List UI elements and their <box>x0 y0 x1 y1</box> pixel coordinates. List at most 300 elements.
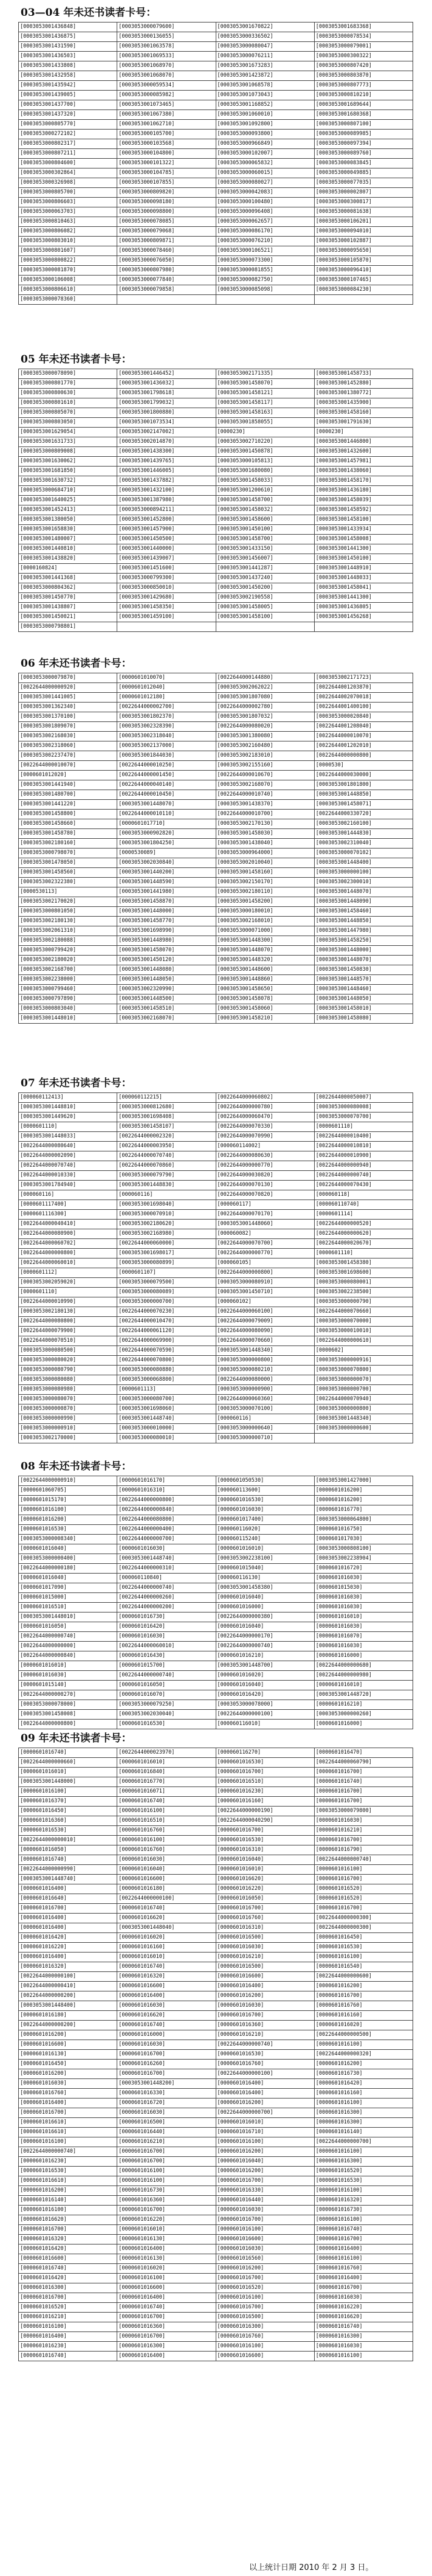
card-number-cell: [0003053001432100] <box>117 486 216 496</box>
card-number-cell <box>314 622 413 632</box>
card-number-cell: [0022644000000100] <box>19 1972 117 1982</box>
card-number-cell: [0003053000079870] <box>19 673 117 683</box>
card-number-cell: [0022644000070330] <box>216 1122 314 1132</box>
card-number-cell: [0022644000060802] <box>216 1093 314 1103</box>
card-number-cell: [0000601107] <box>117 1268 216 1278</box>
card-number-cell: [0000601016400] <box>19 1923 117 1933</box>
card-number-cell: [0000601016200] <box>19 2186 117 2196</box>
card-number-cell: [0022644000010470] <box>117 1317 216 1327</box>
card-number-cell: [0003053001433150] <box>216 544 314 554</box>
card-number-cell: [0022644000002320] <box>117 1132 216 1142</box>
table-row <box>19 2157 413 2167</box>
card-number-cell: [0000601016400] <box>117 2352 216 2361</box>
card-number-cell: [0000601016030] <box>314 1622 413 1632</box>
card-number-cell: [0003053000000990] <box>19 1414 117 1424</box>
card-number-cell: [0000601016050] <box>216 1894 314 1904</box>
table-row <box>19 613 413 622</box>
card-number-cell: [0003053000106008] <box>19 276 117 285</box>
table-row <box>19 1875 413 1884</box>
table-row <box>19 2079 413 2089</box>
card-number-cell: [0003053001448500] <box>117 995 216 1004</box>
card-number-cell: [0000601016740] <box>19 2352 117 2361</box>
card-number-cell: [0022644000080090] <box>216 1327 314 1336</box>
card-number-cell: [0003053000083845] <box>314 159 413 168</box>
card-number-cell: [0003053001448720] <box>314 1690 413 1700</box>
table-row <box>19 2147 413 2157</box>
card-number-cell: [0003053002180110] <box>216 887 314 897</box>
card-number-cell: [0003053000096408] <box>216 207 314 217</box>
card-number-cell: [0003053000000600] <box>314 1424 413 1434</box>
card-number-cell: [0000601112] <box>19 1268 117 1278</box>
table-row <box>19 2089 413 2099</box>
table-row <box>19 1014 413 1024</box>
card-number-cell: [0000601016160] <box>314 2011 413 2021</box>
card-number-cell: [0022644000070510] <box>19 1336 117 1346</box>
card-number-cell: [0000601016100] <box>117 1836 216 1845</box>
card-number-cell: [0000601016700] <box>314 1836 413 1845</box>
card-number-cell: [0000601016600] <box>216 2352 314 2361</box>
card-number-cell: [000060082] <box>216 1229 314 1239</box>
card-number-cell: [0000601016040] <box>216 1855 314 1865</box>
card-number-cell: [0000601016760] <box>117 1845 216 1855</box>
card-number-cell: [0000601016620] <box>216 1875 314 1884</box>
table-row <box>19 583 413 593</box>
card-number-cell: [0003053000804600] <box>19 159 117 168</box>
card-number-cell: [0000601016100] <box>117 2176 216 2186</box>
table-row <box>19 246 413 256</box>
card-number-cell: [0000601016210] <box>216 2030 314 2040</box>
card-number-cell: [0000601016210] <box>117 2137 216 2147</box>
card-number-cell: [0003053001068070] <box>117 71 216 81</box>
table-row <box>19 1758 413 1768</box>
card-number-cell: [0003053002190558] <box>216 593 314 603</box>
card-number-cell: [0022644000080630] <box>216 1151 314 1161</box>
card-number-cell: [0000601016420] <box>19 2274 117 2283</box>
card-number-table <box>18 369 413 632</box>
card-number-cell: [0003053001448600] <box>216 965 314 975</box>
card-number-cell: [0003053001458071] <box>314 800 413 810</box>
card-number-cell: [0003053001451600] <box>117 564 216 574</box>
card-number-cell: [0000601016700] <box>117 2332 216 2342</box>
card-number-cell: [0022644000000920] <box>19 683 117 693</box>
card-number-cell: [0003053000080899] <box>117 1258 216 1268</box>
card-number-cell: [0000601016600] <box>216 1972 314 1982</box>
card-number-cell: [0000601016030] <box>19 2079 117 2089</box>
card-number-cell: [0003053001450120] <box>117 956 216 965</box>
card-number-cell: [0000601016530] <box>314 2176 413 2186</box>
card-number-cell: [0003053000105813] <box>216 457 314 467</box>
card-number-cell: [0000601016740] <box>117 1904 216 1914</box>
card-number-cell: [0003053001458210] <box>216 1014 314 1024</box>
card-number-cell: [0000601016760] <box>314 2264 413 2274</box>
table-row <box>19 1807 413 1816</box>
card-number-cell: [0000601016210] <box>19 2313 117 2322</box>
card-number-cell: [0022644000080020] <box>216 722 314 732</box>
card-number-cell: [0003053001448033] <box>314 574 413 583</box>
card-number-cell: [0000601016760] <box>314 2001 413 2011</box>
card-number-cell: [0000601016010] <box>216 1865 314 1875</box>
card-number-cell: [0000601016450] <box>19 1807 117 1816</box>
table-row <box>19 1632 413 1642</box>
table-row <box>19 1356 413 1366</box>
card-number-cell: [0000601016760] <box>117 1826 216 1836</box>
table-row <box>19 1505 413 1515</box>
table-row <box>19 1004 413 1014</box>
card-number-cell: [0003053001458160] <box>314 408 413 418</box>
card-number-cell: [0003053000076210] <box>216 237 314 246</box>
table-row <box>19 2186 413 2196</box>
card-number-cell: [0000601016700] <box>314 1991 413 2001</box>
card-number-cell: [0000601016620] <box>19 2215 117 2225</box>
card-number-cell: [0000601016100] <box>314 2147 413 2157</box>
card-number-cell: [0000601016030] <box>314 1603 413 1613</box>
card-number-cell: [0003053001435900] <box>314 398 413 408</box>
card-number-cell: [0003053001698040] <box>117 1200 216 1210</box>
card-number-cell: [0000601016300] <box>117 2342 216 2352</box>
card-number-cell: [0000601016200] <box>216 2147 314 2157</box>
card-number-cell: [0003053001444830] <box>314 829 413 839</box>
card-number-cell: [0003053000103568] <box>117 139 216 149</box>
card-number-cell: [0003053000079001] <box>314 42 413 52</box>
card-number-cell: [0000601016010] <box>216 2118 314 2128</box>
card-number-cell: [0022644000070230] <box>117 1307 216 1317</box>
table-row <box>19 1914 413 1923</box>
table-row <box>19 168 413 178</box>
card-number-cell: [0003053001441300] <box>314 593 413 603</box>
card-number-cell: [0003053001458780] <box>19 829 117 839</box>
section-title: 06 年未还书读者卡号： <box>21 658 132 670</box>
card-number-cell: [0003053002322380] <box>19 878 117 887</box>
card-number-cell: [0003053001448070] <box>117 800 216 810</box>
table-row <box>19 819 413 829</box>
table-row <box>19 1777 413 1787</box>
card-number-cell: [0003053001448010] <box>19 1014 117 1024</box>
card-number-cell: [0003053002062022] <box>216 683 314 693</box>
card-number-cell: [0003053000964000] <box>216 849 314 858</box>
card-number-cell: [0000601015170] <box>19 1496 117 1505</box>
card-number-cell: [0000601016220] <box>117 2215 216 2225</box>
table-row <box>19 1613 413 1622</box>
card-number-cell: [0003053000085098] <box>216 285 314 295</box>
table-row <box>19 535 413 544</box>
card-number-cell: [0003053001458100] <box>216 613 314 622</box>
card-number-cell: [0022644000010250] <box>117 761 216 771</box>
table-row <box>19 1865 413 1875</box>
table-row <box>19 1816 413 1826</box>
card-number-cell: [0000601016610] <box>19 2128 117 2137</box>
card-number-cell: [0003053001448080] <box>117 965 216 975</box>
card-number-cell: [0003053000102887] <box>314 237 413 246</box>
table-row <box>19 849 413 858</box>
table-row <box>19 1210 413 1220</box>
card-number-cell: [0000601016100] <box>314 2186 413 2196</box>
card-number-cell: [0003053001200610] <box>216 486 314 496</box>
card-number-cell: [0003053001432600] <box>314 447 413 457</box>
card-number-cell: [0000601016100] <box>314 2099 413 2108</box>
card-number-cell: [0003053001458733] <box>314 369 413 379</box>
card-number-cell: [0003053001450100] <box>314 554 413 564</box>
card-number-cell: [0022644000010400] <box>314 1132 413 1142</box>
card-number-cell: [0003053002155160] <box>216 761 314 771</box>
card-number-cell: [0022644001203870] <box>314 683 413 693</box>
card-number-cell: [0003053002171335] <box>216 369 314 379</box>
table-row <box>19 1923 413 1933</box>
card-number-cell: [0003053001449620] <box>19 1113 117 1122</box>
card-number-cell: [0022644000070130] <box>216 1181 314 1190</box>
card-number-cell: [0003053001433934] <box>314 525 413 535</box>
card-number-cell: [0022644000010450] <box>117 790 216 800</box>
card-number-cell: [0003053001429680] <box>117 593 216 603</box>
card-number-cell: [0003053001458030] <box>216 829 314 839</box>
card-number-cell: [0000601016520] <box>314 2167 413 2176</box>
card-number-cell: [0003053001458100] <box>314 515 413 525</box>
card-number-cell: [0000601016310] <box>216 1845 314 1855</box>
card-number-cell: [0003053001073534] <box>117 418 216 428</box>
card-number-cell: [0003053001436180] <box>314 486 413 496</box>
card-number-cell: [0000601060705] <box>19 1486 117 1496</box>
card-number-cell: [0003053000062657] <box>216 217 314 227</box>
card-number-cell: [0003053001436032] <box>117 379 216 389</box>
card-number-cell: [0000601015030] <box>314 1583 413 1593</box>
card-number-cell: [0022644000000260] <box>117 1593 216 1603</box>
card-number-cell: [0000601016030] <box>216 1505 314 1515</box>
table-row <box>19 2313 413 2322</box>
card-number-cell: [0003053000070100] <box>216 1404 314 1414</box>
card-number-cell: [0022644000070860] <box>117 1161 216 1171</box>
card-number-cell: [0022644000000100] <box>117 1894 216 1904</box>
card-number-cell: [0000601012180] <box>117 693 216 703</box>
table-row <box>19 1845 413 1855</box>
card-number-cell: [0003053001480007] <box>19 535 117 544</box>
table-row <box>19 917 413 926</box>
card-number-cell: [0000601016400] <box>19 2332 117 2342</box>
card-number-cell: [0003053000684710] <box>19 486 117 496</box>
card-number-table <box>18 673 413 1024</box>
card-number-cell: [0003053000807211] <box>19 149 117 159</box>
card-number-cell: [0003053001698060] <box>117 1404 216 1414</box>
card-number-cell: [0003053001457900] <box>117 525 216 535</box>
card-number-cell: [0000601016100] <box>216 2225 314 2235</box>
card-number-cell: [0003053000080008] <box>314 1103 413 1113</box>
card-number-cell: [0003053001362340] <box>19 703 117 712</box>
card-number-cell: [0003053000095650] <box>314 246 413 256</box>
table-row <box>19 2342 413 2352</box>
table-row <box>19 1142 413 1151</box>
card-number-cell: [0000601016840] <box>117 1768 216 1777</box>
card-number-cell: [0000601016130] <box>19 2050 117 2060</box>
card-number-cell: [0000601016420] <box>19 2244 117 2254</box>
table-row <box>19 936 413 946</box>
card-number-cell: [0003053000804362] <box>19 583 117 593</box>
card-number-cell: [0000601016700] <box>117 2069 216 2079</box>
card-number-cell: [0003053001448400] <box>19 2001 117 2011</box>
card-number-table <box>18 22 413 305</box>
card-number-cell: [0022644000070800] <box>117 1356 216 1366</box>
card-number-cell: [0003053001458700] <box>216 496 314 505</box>
card-number-cell: [0000601016720] <box>314 1564 413 1574</box>
card-number-cell: [0003053001458060] <box>216 1004 314 1014</box>
card-number-cell: [0000601016530] <box>19 1826 117 1836</box>
card-number-cell: [0003053001438820] <box>19 554 117 564</box>
card-number-cell: [0000601016740] <box>314 2225 413 2235</box>
card-number-cell: [0000601113] <box>117 1385 216 1395</box>
card-number-cell <box>117 622 216 632</box>
card-number-cell: [0003053001441940] <box>19 780 117 790</box>
card-number-cell: [0003053000810463] <box>19 217 117 227</box>
card-number-cell: [0003053000797890] <box>19 995 117 1004</box>
card-number-cell: [0003053001441005] <box>19 693 117 703</box>
card-number-cell: [000060116] <box>19 1190 117 1200</box>
card-number-cell: [0003053000060015] <box>216 168 314 178</box>
card-number-cell: [0003053001448460] <box>314 985 413 995</box>
card-number-cell: [0000601016100] <box>314 2040 413 2050</box>
card-number-cell: [0003053002320990] <box>117 985 216 995</box>
card-number-cell: [0000601016200] <box>314 1486 413 1496</box>
card-number-cell: [0022644000000980] <box>314 1671 413 1681</box>
table-row <box>19 217 413 227</box>
card-number-cell: [000060112413] <box>19 1093 117 1103</box>
card-number-cell: [0000601016500] <box>216 1933 314 1943</box>
table-row <box>19 1904 413 1914</box>
card-number-cell: [0003053000807773] <box>314 81 413 91</box>
card-number-cell: [0000601016700] <box>216 1768 314 1777</box>
card-number-cell: [0003053001440200] <box>117 868 216 878</box>
table-row <box>19 790 413 800</box>
table-row <box>19 398 413 408</box>
card-number-cell: [0000601016300] <box>314 2332 413 2342</box>
card-number-cell: [0003053002238500] <box>314 1288 413 1297</box>
card-number-cell: [0003053002030840] <box>117 858 216 868</box>
table-row <box>19 61 413 71</box>
card-number-cell: [0003053000336502] <box>216 32 314 42</box>
table-row <box>19 2215 413 2225</box>
card-number-cell: [0000601016010] <box>117 2225 216 2235</box>
table-row <box>19 1424 413 1434</box>
card-number-cell: [0000601016230] <box>19 2342 117 2352</box>
card-number-cell: [0000601016030] <box>314 1574 413 1583</box>
card-number-cell: [0003053001440000] <box>117 544 216 554</box>
card-number-cell: [0003053001458560] <box>19 868 117 878</box>
card-number-cell: [0003053002030040] <box>117 1710 216 1720</box>
card-number-cell: [0003053001448740] <box>19 1875 117 1884</box>
card-number-cell: [0003053000806603] <box>19 198 117 207</box>
card-number-cell: [0000601016700] <box>19 2108 117 2118</box>
card-number-cell: [0003053001630062] <box>19 457 117 467</box>
card-number-cell: [0003053001448010] <box>19 1613 117 1622</box>
card-number-cell: [0003053000093800] <box>216 130 314 139</box>
card-number-cell: [0000601016330] <box>117 2089 216 2099</box>
card-number-cell: [0003053001458800] <box>19 810 117 819</box>
card-number-cell: [0000601016600] <box>19 2040 117 2050</box>
card-number-cell: [0000601017090] <box>19 1583 117 1593</box>
card-number-cell: [0000530113] <box>19 887 117 897</box>
card-number-cell: [0003053000080910] <box>216 1278 314 1288</box>
card-number-cell: [0003053000094010] <box>314 227 413 237</box>
card-number-cell: [0003053000078360] <box>19 295 117 305</box>
card-number-cell: [0000601016040] <box>117 1865 216 1875</box>
card-number-cell: [0000601016180] <box>19 2011 117 2021</box>
card-number-cell: [0003053000020840] <box>314 712 413 722</box>
card-number-cell: [0003053000080210] <box>216 1366 314 1375</box>
card-number-cell: [000060116020] <box>216 1525 314 1535</box>
table-row <box>19 2274 413 2283</box>
card-number-cell: [0003053001450710] <box>216 1288 314 1297</box>
card-number-cell: [0003053002183010] <box>216 751 314 761</box>
card-number-cell: [0000601016700] <box>314 1875 413 1884</box>
card-number-cell: [0000601016700] <box>216 2274 314 2283</box>
card-number-cell: [0000601016700] <box>216 2215 314 2225</box>
card-number-cell: [0022644000010070] <box>314 732 413 741</box>
card-number-cell: [0022644000000600] <box>314 1972 413 1982</box>
card-number-cell: [0000601016700] <box>19 1904 117 1914</box>
card-number-cell: [0000601016200] <box>216 1991 314 2001</box>
card-number-cell: [0000601016520] <box>314 1884 413 1894</box>
card-number-cell: [0000601016100] <box>314 2215 413 2225</box>
table-row <box>19 1884 413 1894</box>
card-number-cell: [0000601016510] <box>117 1816 216 1826</box>
card-number-cell: [0000601016740] <box>117 2303 216 2313</box>
card-number-cell: [0003053002237470] <box>19 751 117 761</box>
card-number-cell: [0000601016220] <box>216 1884 314 1894</box>
table-row <box>19 2332 413 2342</box>
table-row <box>19 52 413 61</box>
card-number-cell: [0022644000000660] <box>19 1758 117 1768</box>
card-number-cell: [0022644000061120] <box>117 1327 216 1336</box>
card-number-cell: [0000601016070] <box>314 1632 413 1642</box>
card-number-cell: [0000601016740] <box>314 1777 413 1787</box>
card-number-cell: [0000601016760] <box>216 2060 314 2069</box>
table-row <box>19 2244 413 2254</box>
card-number-cell: [0000601016400] <box>19 1914 117 1923</box>
card-number-cell: [0022644000080640] <box>19 1142 117 1151</box>
card-number-cell: [0000601016030] <box>314 2293 413 2303</box>
card-number-cell: [0003053000080700] <box>117 1395 216 1404</box>
table-row <box>19 1525 413 1535</box>
table-row <box>19 907 413 917</box>
card-number-cell: [0003053001069533] <box>117 52 216 61</box>
card-number-cell: [0022644001208040] <box>314 722 413 732</box>
table-row <box>19 496 413 505</box>
card-number-cell: [0022644000080800] <box>19 1317 117 1327</box>
card-number-cell: [0003053001168852] <box>216 100 314 110</box>
card-number-cell: [0000601016140] <box>314 2128 413 2137</box>
card-number-cell: [0000601016700] <box>216 2303 314 2313</box>
card-number-cell: [0003053000105700] <box>117 130 216 139</box>
section-title: 09 年未还书读者卡号： <box>21 1732 132 1745</box>
table-row <box>19 276 413 285</box>
card-number-cell: [0000601017030] <box>314 1535 413 1544</box>
card-number-cell: [0000601016520] <box>216 2283 314 2293</box>
card-number-cell: [0000601016530] <box>19 1525 117 1535</box>
card-number-cell: [0000601016530] <box>19 2167 117 2176</box>
table-row <box>19 1249 413 1258</box>
table-row <box>19 1151 413 1161</box>
card-number-cell: [0000601016530] <box>314 1943 413 1953</box>
card-number-cell: [0003053000000800] <box>314 1404 413 1414</box>
card-number-cell: [000060110740] <box>314 1200 413 1210</box>
card-number-cell: [0000601016420] <box>216 1690 314 1700</box>
card-number-cell: [0000601016030] <box>117 2040 216 2050</box>
card-number-cell: [0003053002318060] <box>19 741 117 751</box>
table-row <box>19 418 413 428</box>
card-number-cell: [0022644000010900] <box>314 1151 413 1161</box>
card-number-cell: [0003053001448070] <box>314 887 413 897</box>
card-number-cell: [0003053000078460] <box>117 246 216 256</box>
card-number-cell: [0003053002171723] <box>314 673 413 683</box>
card-number-cell: [0003053001380050] <box>19 515 117 525</box>
card-number-cell: [0022644000000520] <box>314 1220 413 1229</box>
card-number-cell: [000060116010] <box>216 1720 314 1729</box>
